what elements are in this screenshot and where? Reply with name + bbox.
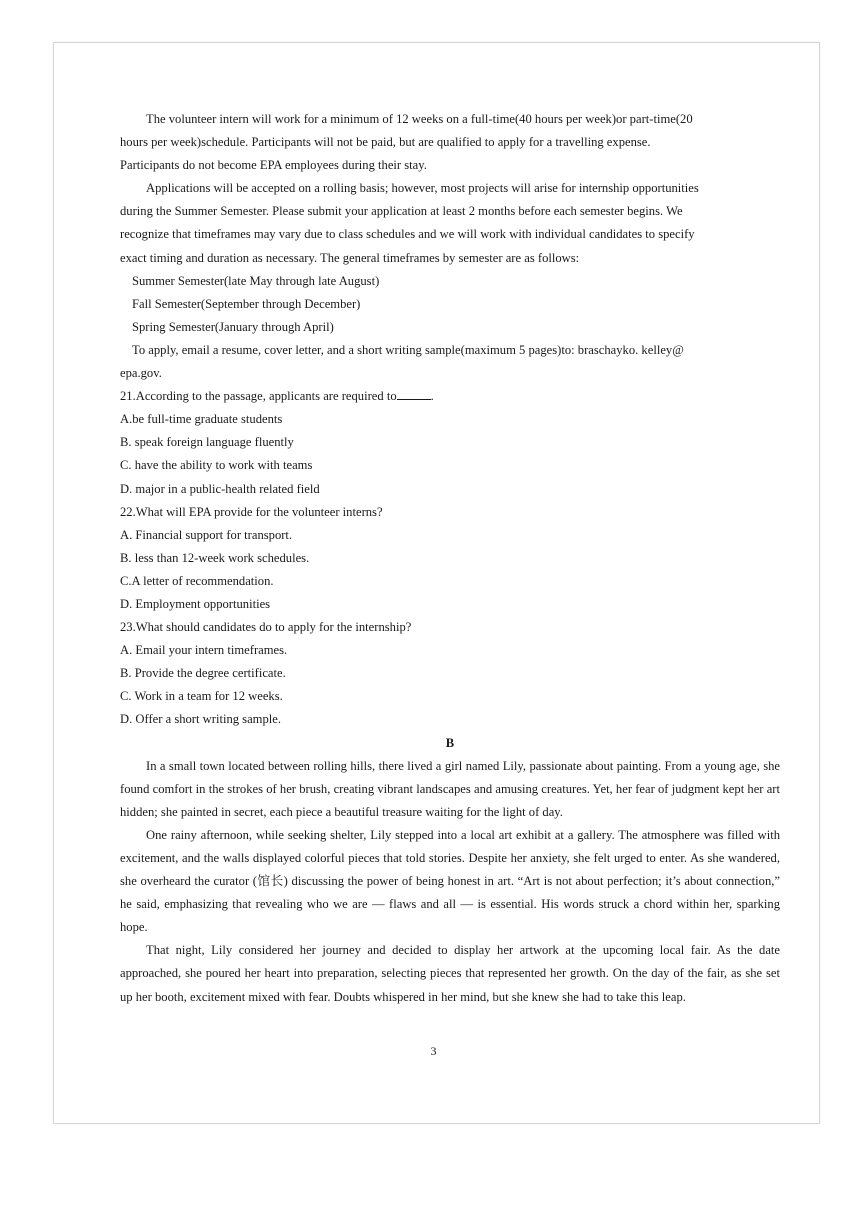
text-line: To apply, email a resume, cover letter, and a short writing sample(maximum 5 pages)to: braschayko. kelley@	[132, 342, 684, 357]
text-line: hours per week)schedule. Participants will not be paid, but are qualified to apply for a travelling expense.	[120, 135, 651, 150]
question-23	[120, 616, 780, 731]
text-line: Applications will be accepted on a rolling basis; however, most projects will arise for internship opportunities	[146, 181, 699, 196]
answer-option: B. speak foreign language fluently	[120, 435, 294, 450]
question-22	[120, 501, 780, 616]
passage-b-paragraph-1: In a small town located between rolling hills, there lived a girl named Lily, passionate about painting. From a young age, she found comfort in the strokes of her brush, creating vibrant landscapes and amusing creatures. Yet, her fear of judgment kept her art hidden; she painted in secret, each piece a beautiful treasure waiting for the light of day.	[120, 758, 780, 819]
answer-option: C.A letter of recommendation.	[120, 573, 274, 588]
section-title-b: B	[445, 735, 455, 750]
passage-a-paragraph-2	[120, 177, 780, 269]
passage-a-paragraph-1	[120, 108, 780, 177]
answer-option: A. Financial support for transport.	[120, 527, 293, 542]
passage-b-paragraph-2: One rainy afternoon, while seeking shelter, Lily stepped into a local art exhibit at a gallery. The atmosphere was filled with excitement, and the walls displayed colorful pieces that told stories. Despite her anxiety, she felt urged to enter. As she wandered, she overheard the curator (馆长) discussing the power of being honest in art. “Art is not about perfection; it’s about connection,” he said, emphasizing that revealing who we are — flaws and all — is essential. His words struck a chord within her, sparking hope.	[120, 827, 780, 935]
apply-instructions	[120, 339, 780, 385]
text-line: The volunteer intern will work for a minimum of 12 weeks on a full-time(40 hours per week)or part-time(20	[146, 112, 693, 126]
text-line: during the Summer Semester. Please submit your application at least 2 months before each semester begins. We	[120, 204, 683, 219]
question-stem-text: 21.According to the passage, applicants are required to	[120, 389, 397, 404]
answer-option: C. have the ability to work with teams	[120, 458, 313, 473]
answer-option: D. major in a public-health related field	[120, 481, 320, 496]
question-stem	[120, 385, 780, 408]
answer-option: A.be full-time graduate students	[120, 412, 283, 427]
semester-item: Fall Semester(September through December)	[132, 296, 361, 311]
answer-option: B. less than 12-week work schedules.	[120, 550, 310, 565]
answer-option: D. Employment opportunities	[120, 596, 271, 611]
passage-b-paragraph-3: That night, Lily considered her journey and decided to display her artwork at the upcoming local fair. As the date approached, she poured her heart into preparation, selecting pieces that represented her growth. On the day of the fair, as she set up her booth, excitement mixed with fear. Doubts whispered in her mind, but she knew she had to take this leap.	[120, 943, 780, 1004]
text-line: recognize that timeframes may vary due to class schedules and we will work with individual candidates to specify	[120, 227, 695, 242]
question-21	[120, 385, 780, 500]
answer-option: B. Provide the degree certificate.	[120, 666, 286, 681]
question-stem-end: .	[430, 389, 434, 404]
semester-list	[120, 270, 780, 339]
page-content	[120, 108, 780, 1009]
text-line: epa.gov.	[120, 366, 162, 381]
question-stem: 22.What will EPA provide for the volunteer interns?	[120, 504, 383, 519]
text-line: exact timing and duration as necessary. The general timeframes by semester are as follows:	[120, 250, 580, 265]
page-number: 3	[430, 1044, 437, 1058]
question-stem: 23.What should candidates do to apply for the internship?	[120, 620, 412, 635]
answer-option: A. Email your intern timeframes.	[120, 643, 288, 658]
semester-item: Spring Semester(January through April)	[132, 319, 334, 334]
answer-blank	[397, 387, 431, 400]
semester-item: Summer Semester(late May through late August)	[132, 273, 380, 288]
text-line: Participants do not become EPA employees during their stay.	[120, 158, 427, 173]
answer-option: C. Work in a team for 12 weeks.	[120, 689, 283, 704]
answer-option: D. Offer a short writing sample.	[120, 712, 282, 727]
